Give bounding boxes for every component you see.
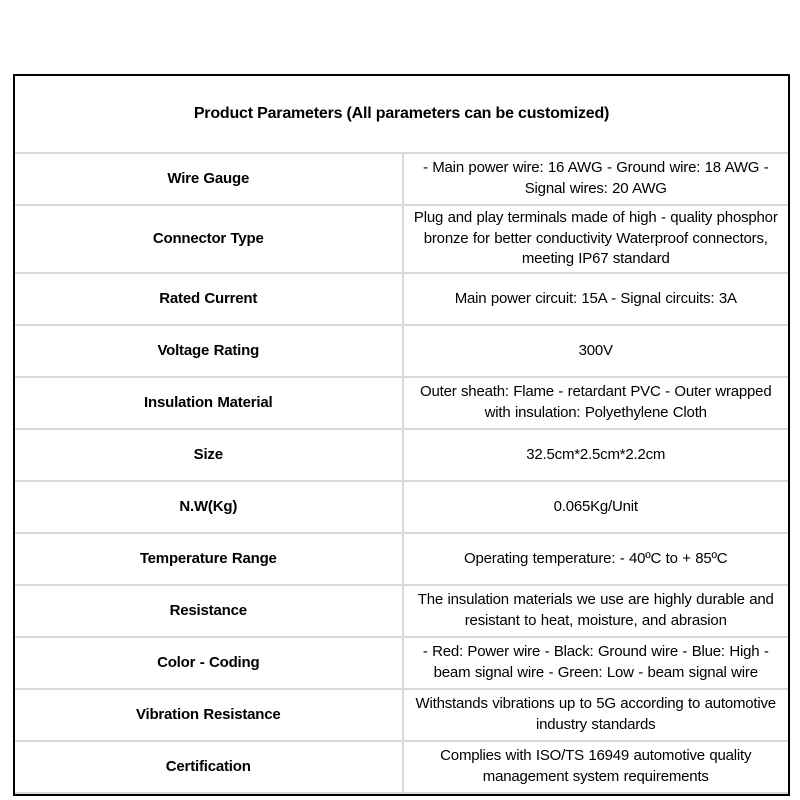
param-value: Plug and play terminals made of high - quality phosphor bronze for better conductivity Waterproof connectors, meeting IP67 standard xyxy=(402,204,789,272)
table-row xyxy=(15,324,788,376)
param-value: - Main power wire: 16 AWG - Ground wire: 18 AWG - Signal wires: 20 AWG xyxy=(402,152,789,204)
param-label: Temperature Range xyxy=(15,532,402,584)
table-row xyxy=(15,376,788,428)
param-value: Withstands vibrations up to 5G according to automotive industry standards xyxy=(402,688,789,740)
spec-table xyxy=(15,76,788,794)
table-header-row xyxy=(15,76,788,152)
table-title: Product Parameters (All parameters can be customized) xyxy=(193,105,610,122)
table-row xyxy=(15,428,788,480)
param-value: Main power circuit: 15A - Signal circuits: 3A xyxy=(402,272,789,324)
param-label: Vibration Resistance xyxy=(15,688,402,740)
param-value: 32.5cm*2.5cm*2.2cm xyxy=(402,428,789,480)
product-parameters-table xyxy=(13,74,790,796)
param-value: 0.065Kg/Unit xyxy=(402,480,789,532)
param-label: Rated Current xyxy=(15,272,402,324)
param-value: The insulation materials we use are highly durable and resistant to heat, moisture, and abrasion xyxy=(402,584,789,636)
param-label: N.W(Kg) xyxy=(15,480,402,532)
param-label: Connector Type xyxy=(15,204,402,272)
param-label: Insulation Material xyxy=(15,376,402,428)
table-row xyxy=(15,532,788,584)
table-row xyxy=(15,480,788,532)
table-row xyxy=(15,636,788,688)
param-label: Color - Coding xyxy=(15,636,402,688)
param-label: Certification xyxy=(15,740,402,794)
param-value: 300V xyxy=(402,324,789,376)
param-value: Outer sheath: Flame - retardant PVC - Outer wrapped with insulation: Polyethylene Cloth xyxy=(402,376,789,428)
param-label: Voltage Rating xyxy=(15,324,402,376)
table-row xyxy=(15,740,788,794)
param-value: Operating temperature: - 40ºC to + 85ºC xyxy=(402,532,789,584)
param-label: Resistance xyxy=(15,584,402,636)
table-row xyxy=(15,204,788,272)
param-value: - Red: Power wire - Black: Ground wire - Blue: High - beam signal wire - Green: Low - beam signal wire xyxy=(402,636,789,688)
param-label: Wire Gauge xyxy=(15,152,402,204)
param-value: Complies with ISO/TS 16949 automotive quality management system requirements xyxy=(402,740,789,794)
table-row xyxy=(15,584,788,636)
param-label: Size xyxy=(15,428,402,480)
table-row xyxy=(15,272,788,324)
table-row xyxy=(15,688,788,740)
table-row xyxy=(15,152,788,204)
